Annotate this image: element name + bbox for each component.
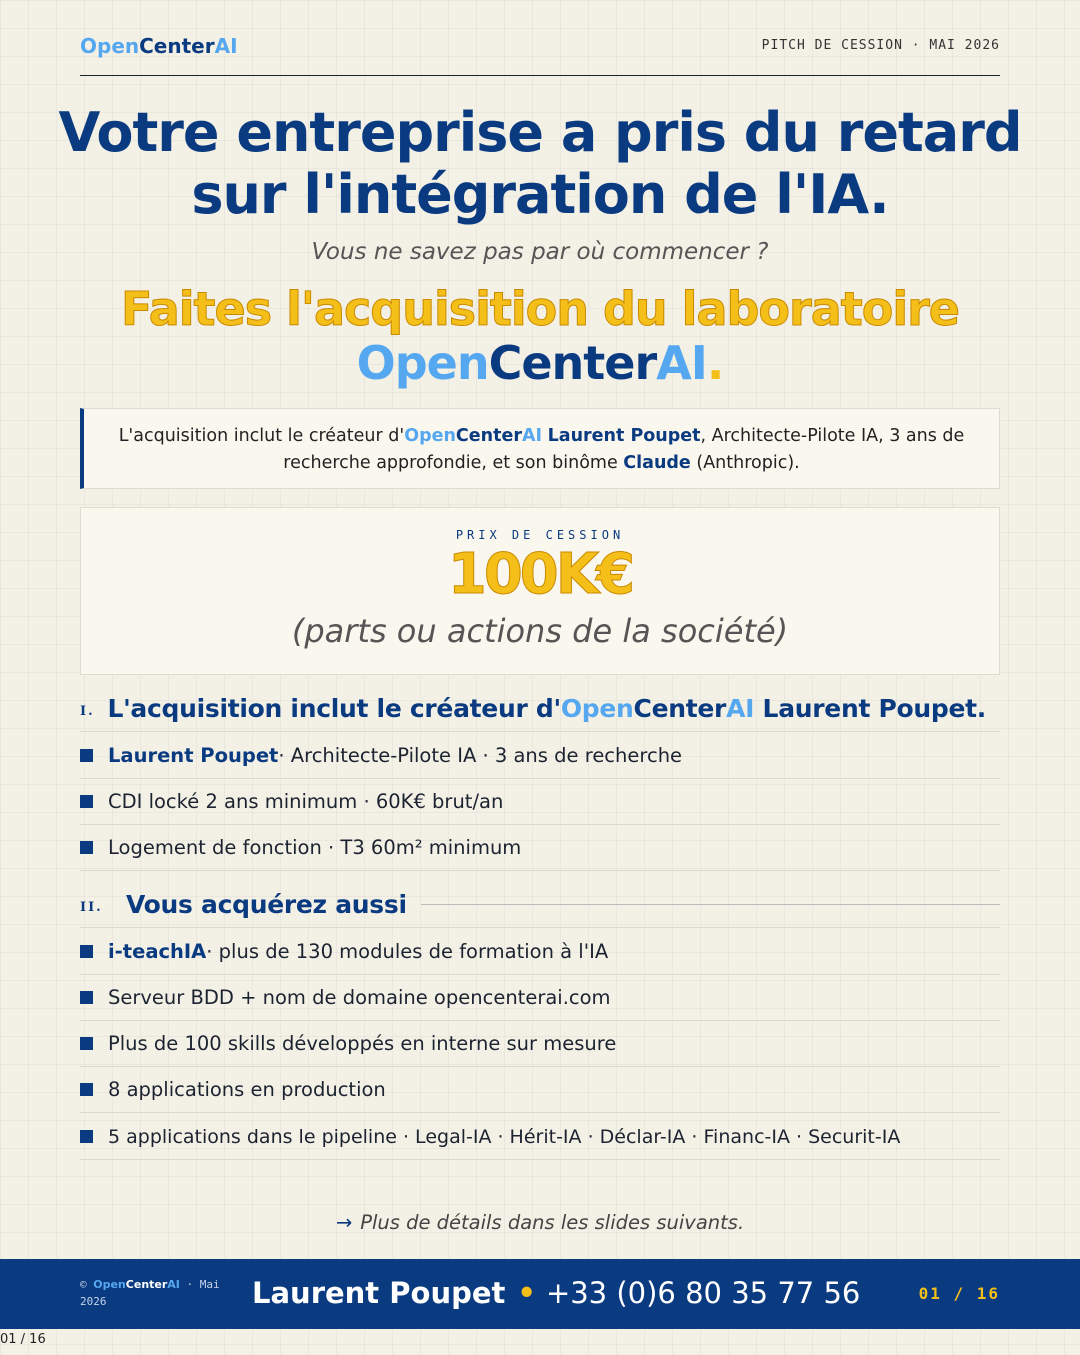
price-label: PRIX DE CESSION: [455, 528, 625, 542]
section-1-title-suffix: Laurent Poupet.: [754, 694, 986, 723]
item-text: 8 applications en production: [108, 1078, 386, 1101]
brand-open: Open: [80, 34, 140, 58]
acquisition-quote: [80, 408, 1000, 489]
quote-brand-open: Open: [404, 426, 456, 446]
bullet-square-icon: [80, 1083, 93, 1096]
page-counter: 01 / 16: [0, 1332, 46, 1347]
brand-logo[interactable]: [80, 32, 238, 60]
footer-brand-ai: AI: [167, 1278, 180, 1291]
quote-partner: Claude: [623, 453, 691, 473]
header-meta: PITCH DE CESSION · MAI 2026: [761, 38, 1000, 53]
arrow-right-icon: →: [335, 1211, 353, 1234]
section-2-title: Vous acquérez aussi: [126, 890, 407, 919]
cta-brand-ai: AI: [656, 336, 707, 390]
headline-line-2: sur l'intégration de l'IA.: [191, 163, 889, 226]
section-1-brand-center: Center: [633, 694, 727, 723]
subheadline: Vous ne savez pas par où commencer ?: [311, 239, 769, 265]
bullet-square-icon: [80, 1037, 93, 1050]
brand-ai: AI: [214, 34, 238, 58]
footer-phone[interactable]: +33 (0)6 80 35 77 56: [545, 1276, 861, 1310]
list-item: [80, 779, 1000, 825]
list-item: [80, 1114, 1000, 1160]
list-item: [80, 975, 1000, 1021]
list-item: [80, 929, 1000, 975]
quote-middle: , Architecte-Pilote IA, 3 ans de recherche approfondie, et son binôme: [283, 426, 965, 473]
list-item: [80, 1021, 1000, 1067]
item-text: Plus de 100 skills développés en interne sur mesure: [108, 1032, 617, 1055]
footer-brand-open: Open: [93, 1278, 126, 1291]
bullet-square-icon: [80, 1130, 93, 1143]
headline: [40, 102, 1040, 226]
section-1-number: I.: [80, 704, 95, 719]
price-box: [80, 507, 1000, 675]
item-bold: i-teachIA: [108, 940, 207, 963]
item-text: Serveur BDD + nom de domaine opencenterai.com: [108, 986, 611, 1009]
quote-name: Laurent Poupet: [547, 426, 701, 446]
section-1-title-prefix: L'acquisition inclut le créateur d': [107, 694, 561, 723]
section-2-number: II.: [80, 900, 103, 915]
bullet-square-icon: [80, 841, 93, 854]
bullet-square-icon: [80, 945, 93, 958]
quote-suffix: (Anthropic).: [690, 453, 800, 473]
list-item: [80, 825, 1000, 871]
top-bar: [80, 32, 1000, 76]
bullet-square-icon: [80, 991, 93, 1004]
brand-center: Center: [139, 34, 215, 58]
bullet-square-icon: [80, 749, 93, 762]
footer-bar: [0, 1259, 1080, 1329]
item-text: 5 applications dans le pipeline · Legal-IA · Hérit-IA · Déclar-IA · Financ-IA · Securit-IA: [108, 1125, 901, 1148]
section-2-rule: [421, 904, 1000, 905]
footer-contact: [252, 1273, 860, 1313]
cta-line-1: Faites l'acquisition du laboratoire: [121, 282, 959, 336]
section-1-title: [107, 694, 986, 723]
footer-copyright: [80, 1276, 240, 1310]
footer-dot: •: [517, 1276, 536, 1310]
item-text: Logement de fonction · T3 60m² minimum: [108, 836, 522, 859]
headline-line-1: Votre entreprise a pris du retard: [58, 101, 1022, 164]
item-bold: Laurent Poupet: [108, 744, 279, 767]
quote-brand-ai: AI: [521, 426, 543, 446]
cta-period: .: [706, 336, 724, 390]
section-2-heading: [80, 882, 1000, 928]
list-item: [80, 733, 1000, 779]
bullet-square-icon: [80, 795, 93, 808]
price-note: (parts ou actions de la société): [291, 612, 789, 650]
price-value: 100K€: [447, 542, 633, 607]
more-details-text: Plus de détails dans les slides suivants.: [360, 1211, 745, 1234]
section-1-heading: [80, 686, 1000, 732]
quote-prefix: L'acquisition inclut le créateur d': [118, 426, 405, 446]
item-text: CDI locké 2 ans minimum · 60K€ brut/an: [108, 790, 504, 813]
more-details-link[interactable]: [0, 1208, 1080, 1238]
footer-name: Laurent Poupet: [252, 1276, 506, 1310]
section-1-brand-open: Open: [560, 694, 634, 723]
footer-copyright-tail: · Mai 2026: [80, 1278, 220, 1308]
footer-brand-center: Center: [125, 1278, 168, 1291]
quote-brand-center: Center: [455, 426, 522, 446]
cta-brand-center: Center: [488, 336, 657, 390]
copyright-icon: ©: [80, 1278, 87, 1291]
cta-heading: [40, 282, 1040, 390]
footer-page-number: 01 / 16: [918, 1284, 1000, 1303]
item-text: · Architecte-Pilote IA · 3 ans de recherche: [278, 744, 683, 767]
list-item: [80, 1067, 1000, 1113]
section-1-brand-ai: AI: [726, 694, 755, 723]
cta-brand-open: Open: [356, 336, 489, 390]
cta-brand: [40, 336, 1040, 390]
item-text: · plus de 130 modules de formation à l'IA: [206, 940, 609, 963]
